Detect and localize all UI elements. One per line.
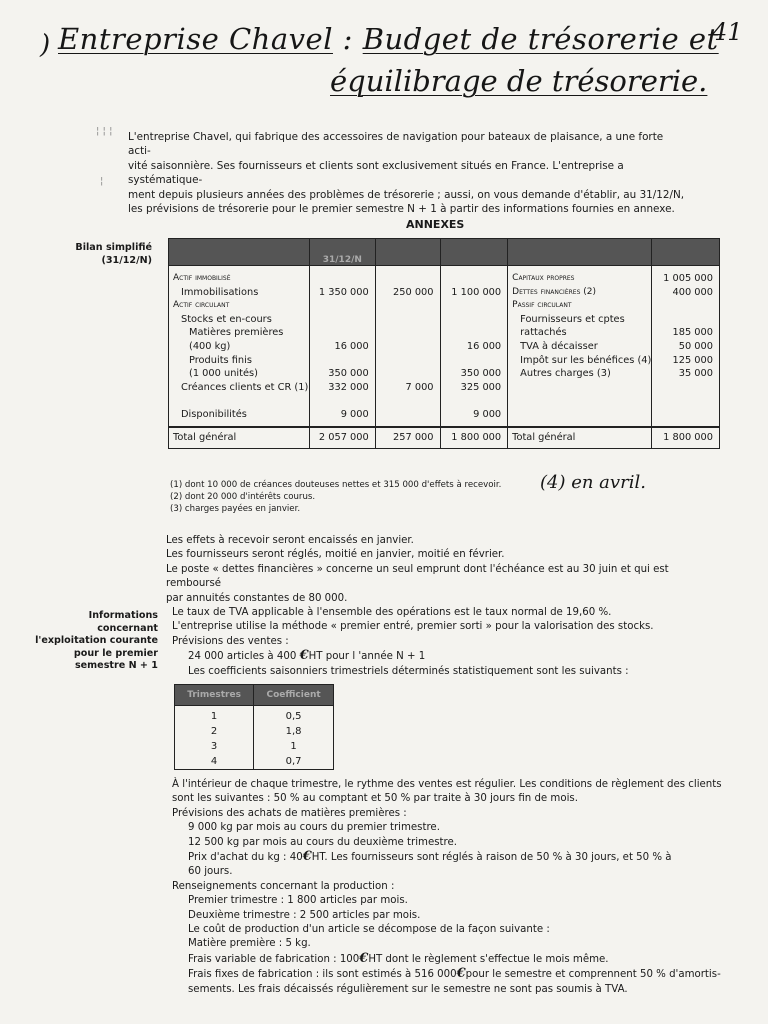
net-column: 1 100 000 16 000 350 000 325 000 9 000 — [440, 266, 508, 427]
handwritten-euro: € — [359, 950, 369, 966]
page-number: 41 — [712, 18, 743, 46]
col-header-coefficient: Coefficient — [254, 685, 334, 706]
bilan-footnotes — [170, 479, 501, 516]
pencil-mark: ¦ ¦ ¦ — [96, 126, 113, 137]
col-header — [169, 239, 310, 266]
sales-forecast-line: 24 000 articles à 400 €HT pour l 'année N + 1 — [188, 648, 426, 664]
title-company: Entreprise Chavel — [58, 22, 333, 56]
brut-column: 1 350 000 16 000 350 000 332 000 9 000 — [309, 266, 375, 427]
title-colon: : — [332, 22, 363, 56]
total-net: 1 800 000 — [440, 427, 508, 449]
handwritten-title-line2: équilibrage de trésorerie. — [330, 64, 708, 98]
total-label-actif: Total général — [169, 427, 310, 449]
intro-paragraph — [128, 130, 688, 216]
info-paragraph: Le taux de TVA applicable à l'ensemble des opérations est le taux normal de 19,60 %. L'entreprise utilise la méthode « premier entré, premier sorti » pour la valorisation des stocks. Prévisions des ventes : 24 000 articles à 400 €HT pour l 'année N + 1 Les coefficients saisonniers trimestriels déterminés statistiquement sont les suivants : — [172, 606, 732, 679]
passif-labels-cell: Capitaux propres Dettes financières (2) Passif circulant Fournisseurs et cptes rattachés TVA à décaisser Impôt sur les bénéfices (4) Autres charges (3) — [508, 266, 652, 427]
coefficient-table — [174, 684, 334, 770]
col-header: 31/12/N — [309, 239, 375, 266]
pencil-mark: ¦ — [100, 176, 104, 187]
table-row: 3 1 — [175, 739, 334, 754]
total-passif: 1 800 000 — [652, 427, 720, 449]
handwritten-title-line1 — [58, 22, 719, 56]
handwritten-paren: ) — [40, 30, 51, 60]
intro-line: les prévisions de trésorerie pour le premier semestre N + 1 à partir des informations fournies en annexe. — [128, 203, 675, 216]
settlement-paragraph: Les effets à recevoir seront encaissés en janvier. Les fournisseurs seront réglés, moitié en janvier, moitié en février. Le poste « dettes financières » concerne un seul emprunt dont l'échéance est au 30 juin et qui est remboursé par annuités constantes de 80 000. — [166, 535, 669, 604]
footnote: (2) dont 20 000 d'intérêts courus. — [170, 492, 316, 503]
annexes-heading: ANNEXES — [406, 218, 465, 231]
col-header — [375, 239, 440, 266]
production-paragraph: À l'intérieur de chaque trimestre, le rythme des ventes est régulier. Les conditions de règlement des clients sont les suivantes : 50 % au comptant et 50 % par traite à 30 jours fin de mois. Prévisions des achats de matières premières : 9 000 kg par mois au cours du premier trimestre. 12 500 kg par mois au cours du deuxième trimestre. Prix d'achat du kg : 40€HT. Les fournisseurs sont réglés à raison de 50 % à 30 jours, et 50 % à 60 jours. Renseignements concernant la production : Premier trimestre : 1 800 articles par mois. Deuxième trimestre : 2 500 articles par mois. Le coût de production d'un article se décompose de la façon suivante : Matière première : 5 kg. Frais variable de fabrication : 100€HT dont le règlement s'effectue le mois même. Frais fixes de fabrication : ils sont estimés à 516 000€pour le semestre et comprennent 50 % d'amortis- sements. Les frais décaissés régulièrement sur le semestre ne sont pas soumis à TVA. — [172, 779, 722, 995]
total-brut: 2 057 000 — [309, 427, 375, 449]
footnote: (1) dont 10 000 de créances douteuses nettes et 315 000 d'effets à recevoir. — [170, 480, 502, 490]
table-row: 1 0,5 — [175, 706, 334, 725]
handwritten-footnote: (4) en avril. — [540, 472, 646, 493]
intro-line: vité saisonnière. Ses fournisseurs et clients sont exclusivement situés en France. L'entreprise a systématique- — [128, 159, 624, 187]
col-header — [508, 239, 652, 266]
total-amort: 257 000 — [375, 427, 440, 449]
info-side-label: Informations concernant l'exploitation courante pour le premier semestre N + 1 — [35, 610, 158, 672]
total-label-passif: Total général — [508, 427, 652, 449]
amort-column: 250 000 7 000 — [375, 266, 440, 427]
intro-line: ment depuis plusieurs années des problèmes de trésorerie ; aussi, on vous demande d'établir, au 31/12/N, — [128, 188, 685, 201]
intro-line: L'entreprise Chavel, qui fabrique des accessoires de navigation pour bateaux de plaisance, a une forte acti- — [128, 131, 664, 158]
bilan-side-label: Bilan simplifié (31/12/N) — [75, 242, 152, 266]
col-header-trimestres: Trimestres — [175, 685, 254, 706]
bilan-table — [168, 238, 720, 449]
table-row: 4 0,7 — [175, 754, 334, 770]
handwritten-euro: € — [299, 648, 309, 664]
passif-values-column: 1 005 000 400 000 185 000 50 000 125 000 35 000 — [652, 266, 720, 427]
handwritten-euro: € — [302, 849, 312, 865]
col-header — [652, 239, 720, 266]
title-budget: Budget de trésorerie et — [362, 22, 719, 56]
actif-labels-cell: Actif immobilisé Immobilisations Actif circulant Stocks et en-cours Matières premières (400 kg) Produits finis (1 000 unités) Créances clients et CR (1) Disponibilités — [169, 266, 310, 427]
handwritten-euro: € — [456, 966, 466, 982]
footnote: (3) charges payées en janvier. — [170, 504, 301, 515]
table-row: 2 1,8 — [175, 724, 334, 739]
col-header — [440, 239, 508, 266]
